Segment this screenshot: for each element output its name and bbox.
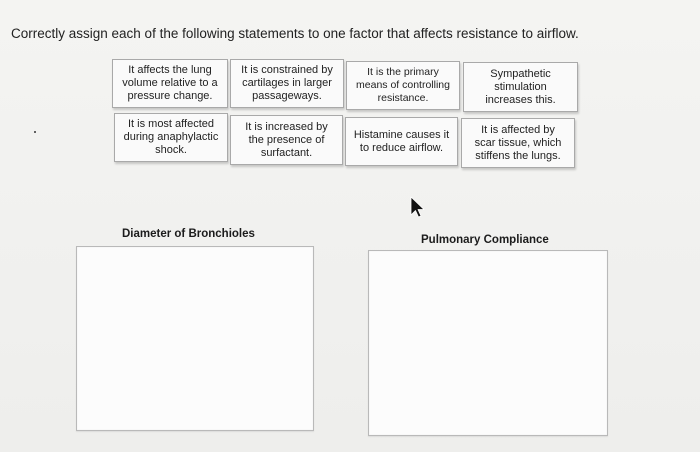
statement-text: It is constrained by cartilages in larger passageways.	[241, 64, 333, 102]
statement-card-8[interactable]	[461, 118, 575, 168]
statement-text: It is increased by the presence of surfactant.	[245, 120, 328, 159]
statement-card-4[interactable]	[463, 62, 578, 112]
statement-card-1[interactable]	[112, 59, 228, 108]
drop-zone-bronchioles[interactable]	[76, 246, 314, 431]
statement-text: It is most affected during anaphylactic shock.	[123, 118, 219, 156]
statement-card-2[interactable]	[230, 59, 344, 108]
statement-text: Histamine causes it to reduce airflow.	[353, 128, 450, 154]
statement-card-3[interactable]	[346, 61, 460, 110]
statement-card-6[interactable]	[230, 115, 343, 165]
category-label-compliance: Pulmonary Compliance	[421, 234, 549, 246]
drop-zone-compliance[interactable]	[368, 250, 608, 436]
statement-text: It is the primary means of controlling resistance.	[356, 66, 450, 104]
statement-card-7[interactable]	[345, 117, 458, 166]
statement-text: Sympathetic stimulation increases this.	[485, 67, 556, 106]
instruction-text: Correctly assign each of the following statements to one factor that affects resistance to airflow.	[11, 26, 579, 41]
bullet-dot	[34, 131, 36, 133]
statement-card-5[interactable]	[114, 113, 228, 162]
category-label-bronchioles: Diameter of Bronchioles	[122, 228, 255, 240]
arrow-cursor-icon	[408, 195, 428, 219]
statement-text: It is affected by scar tissue, which stiffens the lungs.	[474, 123, 562, 162]
statement-text: It affects the lung volume relative to a pressure change.	[122, 64, 218, 102]
